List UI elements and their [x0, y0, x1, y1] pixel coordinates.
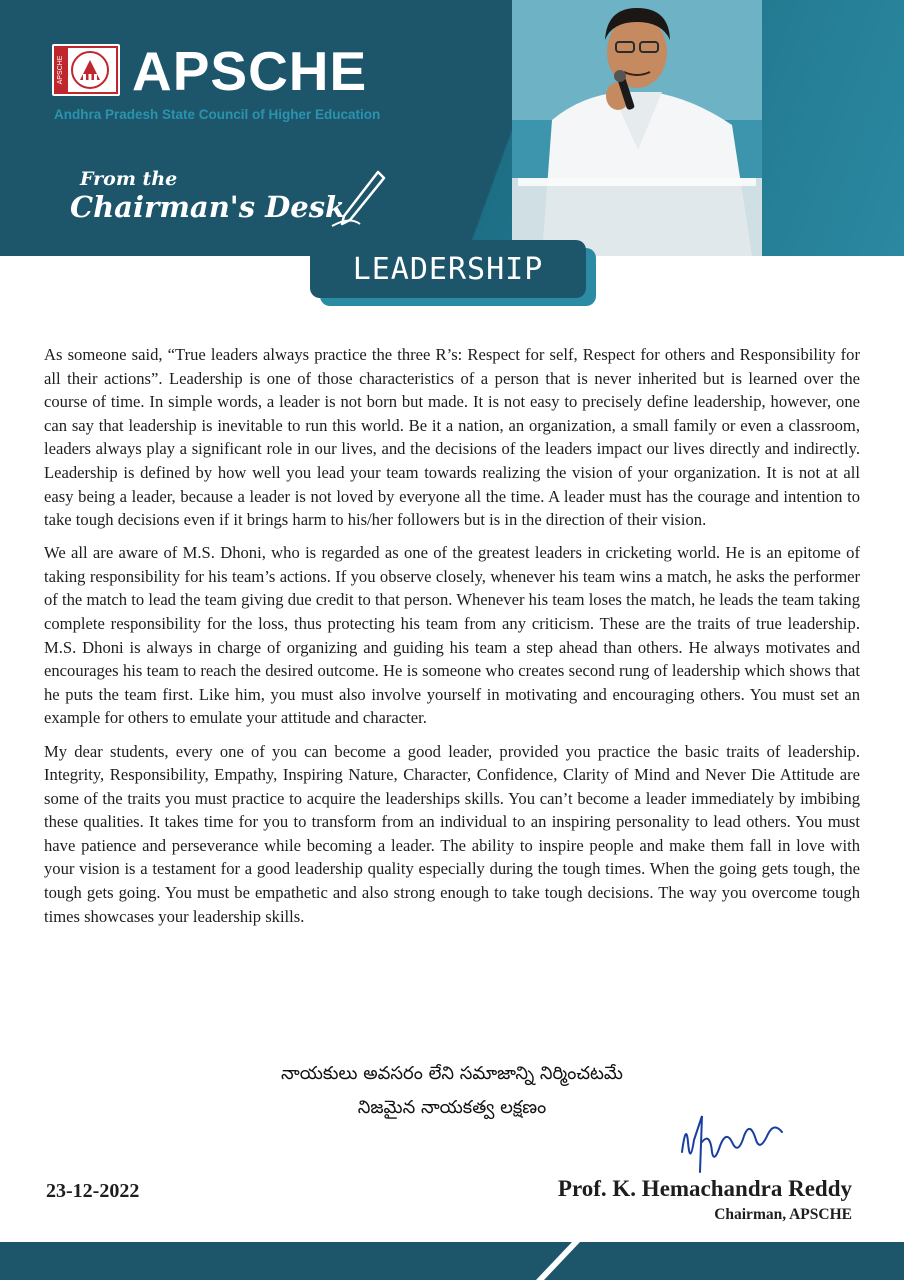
telugu-quote-line: నాయకులు అవసరం లేని సమాజాన్ని నిర్మించటమే: [281, 1063, 623, 1084]
footer-slash-decoration: [0, 1242, 904, 1280]
signatory-name: Prof. K. Hemachandra Reddy: [557, 1176, 852, 1201]
pen-icon: [330, 170, 386, 230]
chairmans-desk-label: Chairman's Desk: [70, 190, 346, 224]
message-body: [44, 343, 860, 938]
footer-bar: [0, 1242, 904, 1280]
header-banner: [0, 0, 904, 256]
paragraph: My dear students, every one of you can become a good leader, provided you practice the basic traits of leadership. Integrity, Responsibility, Empathy, Inspiring Nature, Character, Confidence, Clarity of Mind and Never Die Attitude are some of the traits you must practice to acquire the leaderships skills. You can’t become a leader immediately by imbibing these qualities. It takes time for you to transform from an individual to an inspiring personality to lead others. You must have patience and perseverance while becoming a leader. The ability to inspire people and make them fall in love with your vision is a testament for a good leadership quality especially during the tough times. When the going gets tough, the tough gets going. You must be empathetic and also strong enough to take tough decisions. The way you overcome tough times showcases your leadership skills.: [44, 741, 860, 926]
brand-name: APSCHE: [132, 40, 368, 102]
logo-text: APSCHE: [57, 55, 64, 85]
brand-subtitle: Andhra Pradesh State Council of Higher Education: [54, 107, 381, 122]
paragraph: We all are aware of M.S. Dhoni, who is regarded as one of the greatest leaders in cricketing world. He is an epitome of taking responsibility for his team’s actions. If you observe closely, whenever his team wins a match, he asks the performer of the match to lead the team giving due credit to that person. Whenever his team loses the match, he leads the team taking complete responsibility for the loss, thus protecting his team from any criticism. These are the traits of true leadership. M.S. Dhoni is always in charge of organizing and guiding his team a step ahead than others. He always motivates and encourages his team to reach the desired outcome. He is someone who creates second rung of leadership which shows that he puts the team first. Like him, you must also involve yourself in motivating and encouraging others. You must set an example for others to emulate your attitude and character.: [44, 543, 860, 728]
paragraph: As someone said, “True leaders always practice the three R’s: Respect for self, Respect for others and Responsibility for all their actions”. Leadership is one of those characteristics of a person that is never inherited but is learned over the course of time. In simple words, a leader is not born but made. It is not easy to precisely define leadership, however, one can say that leadership is inevitable to run this world. Be it a nation, an organization, a small family or even a classroom, leaders always play a significant role in our lives, and the decisions of the leaders impact our lives directly and indirectly. Leadership is defined by how well you lead your team towards realizing the vision of your organization. It is not at all easy being a leader, because a leader is not loved by everyone all the time. A leader must has the courage and intention to take tough decisions even if it brings harm to his/her followers but is in the direction of their vision.: [44, 345, 860, 530]
from-the-label: From the: [80, 168, 178, 190]
telugu-quote-line: నిజమైన నాయకత్వ లక్షణం: [357, 1097, 547, 1118]
apsche-logo: [52, 44, 120, 96]
date: 23-12-2022: [46, 1180, 140, 1202]
signature: [672, 1112, 792, 1178]
page-title: LEADERSHIP: [310, 240, 586, 298]
chairman-photo: [512, 0, 762, 256]
signatory-role: Chairman, APSCHE: [714, 1206, 852, 1223]
